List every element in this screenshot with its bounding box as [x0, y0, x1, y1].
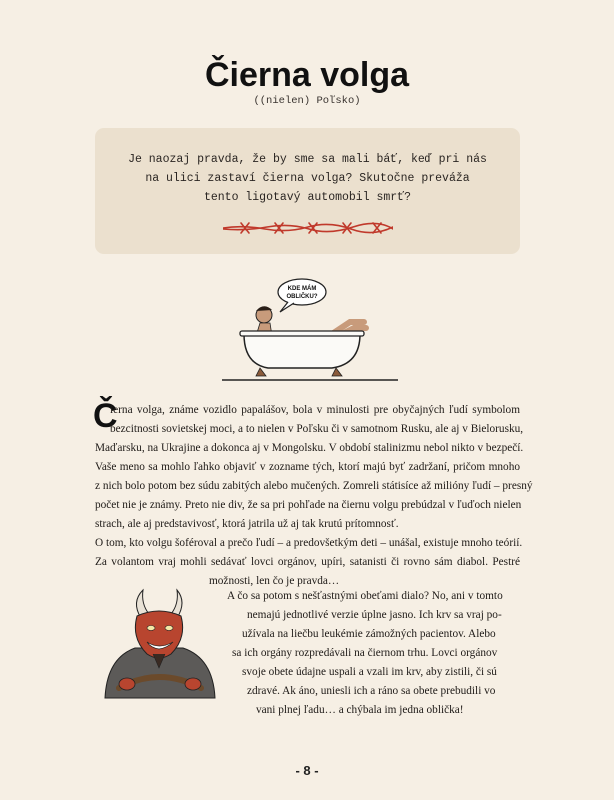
right-line: vani plnej ľadu… a chýbala im jedna oblička!	[256, 704, 464, 716]
speech-bubble	[278, 279, 326, 312]
right-line: nemajú jednotlivé verzie úplne jasno. Ich krv sa vraj po-	[247, 609, 502, 621]
right-line: A čo sa potom s nešťastnými obeťami dialo? No, ani v tomto	[227, 590, 503, 602]
body-line: možnosti, len čo je pravda…	[209, 575, 340, 587]
intro-line: Je naozaj pravda, že by sme sa mali báť, keď pri nás	[128, 153, 487, 166]
body-line: počet nie je známy. Preto nie div, že sa pri pohľade na čiernu volgu prebúdzal v ľuďoch nielen	[95, 499, 522, 511]
page-number: - 8 -	[295, 763, 319, 778]
page-subtitle: ((nielen) Poľsko)	[253, 95, 361, 107]
right-line: svoje obete údajne uspali a vzali im krv, aby zistili, či sú	[242, 666, 497, 678]
right-line: sa ich orgány rozpredávali na čiernom trhu. Lovci orgánov	[232, 647, 498, 659]
dropcap: Č	[93, 397, 118, 435]
devil-driver-illustration	[97, 588, 222, 700]
right-line: užívala na liečbu leukémie zámožných pacientov. Alebo	[242, 628, 496, 640]
body-text	[93, 397, 533, 591]
speech-line-1: KDE MÁM	[287, 286, 317, 292]
right-column	[227, 587, 509, 720]
body-line: bezcitnosti sovietskej moci, a to nielen v Poľsku či v samotnom Rusku, ale aj v Bielorusku,	[110, 423, 524, 435]
intro-line: na ulici zastaví čierna volga? Skutočne preváža	[145, 172, 470, 185]
right-line: zdravé. Ak áno, uniesli ich a ráno sa obete prebudili vo	[247, 685, 496, 697]
body-line: ierna volga, známe vozidlo papalášov, bola v minulosti pre obyčajných ľudí symbolom	[110, 404, 520, 416]
body-line: Maďarsku, na Ukrajine a dokonca aj v Mongolsku. V období stalinizmu nebol nikto v bezpečí.	[95, 442, 524, 454]
intro-line: tento ligotavý automobil smrť?	[203, 191, 412, 204]
body-line: strach, ale aj predstavivosť, ktorá jatrila už aj tak krutú prítomnosť.	[95, 518, 399, 530]
barbed-wire-divider	[223, 220, 393, 236]
intro-box	[95, 128, 520, 254]
body-line: z nich bolo potom bez súdu zabitých alebo mučených. Zomreli státisíce až milióny ľudí – presný	[95, 480, 533, 492]
bathtub-illustration	[220, 278, 400, 386]
page-title: Čierna volga	[204, 56, 410, 94]
intro-text	[95, 150, 520, 207]
body-line: O tom, kto volgu šoféroval a prečo ľudí – a predovšetkým deti – unášal, existuje mnoho teórií.	[95, 537, 523, 549]
body-line: Za volantom vraj mohli sedávať lovci orgánov, upíri, satanisti či rovno sám diabol. Pestré	[95, 556, 520, 568]
speech-line-2: OBLIČKU?	[286, 294, 318, 300]
body-line: Vaše meno sa mohlo ľahko objaviť v zozname tých, ktorí majú byť zadržaní, pričom mnoho	[95, 461, 520, 473]
